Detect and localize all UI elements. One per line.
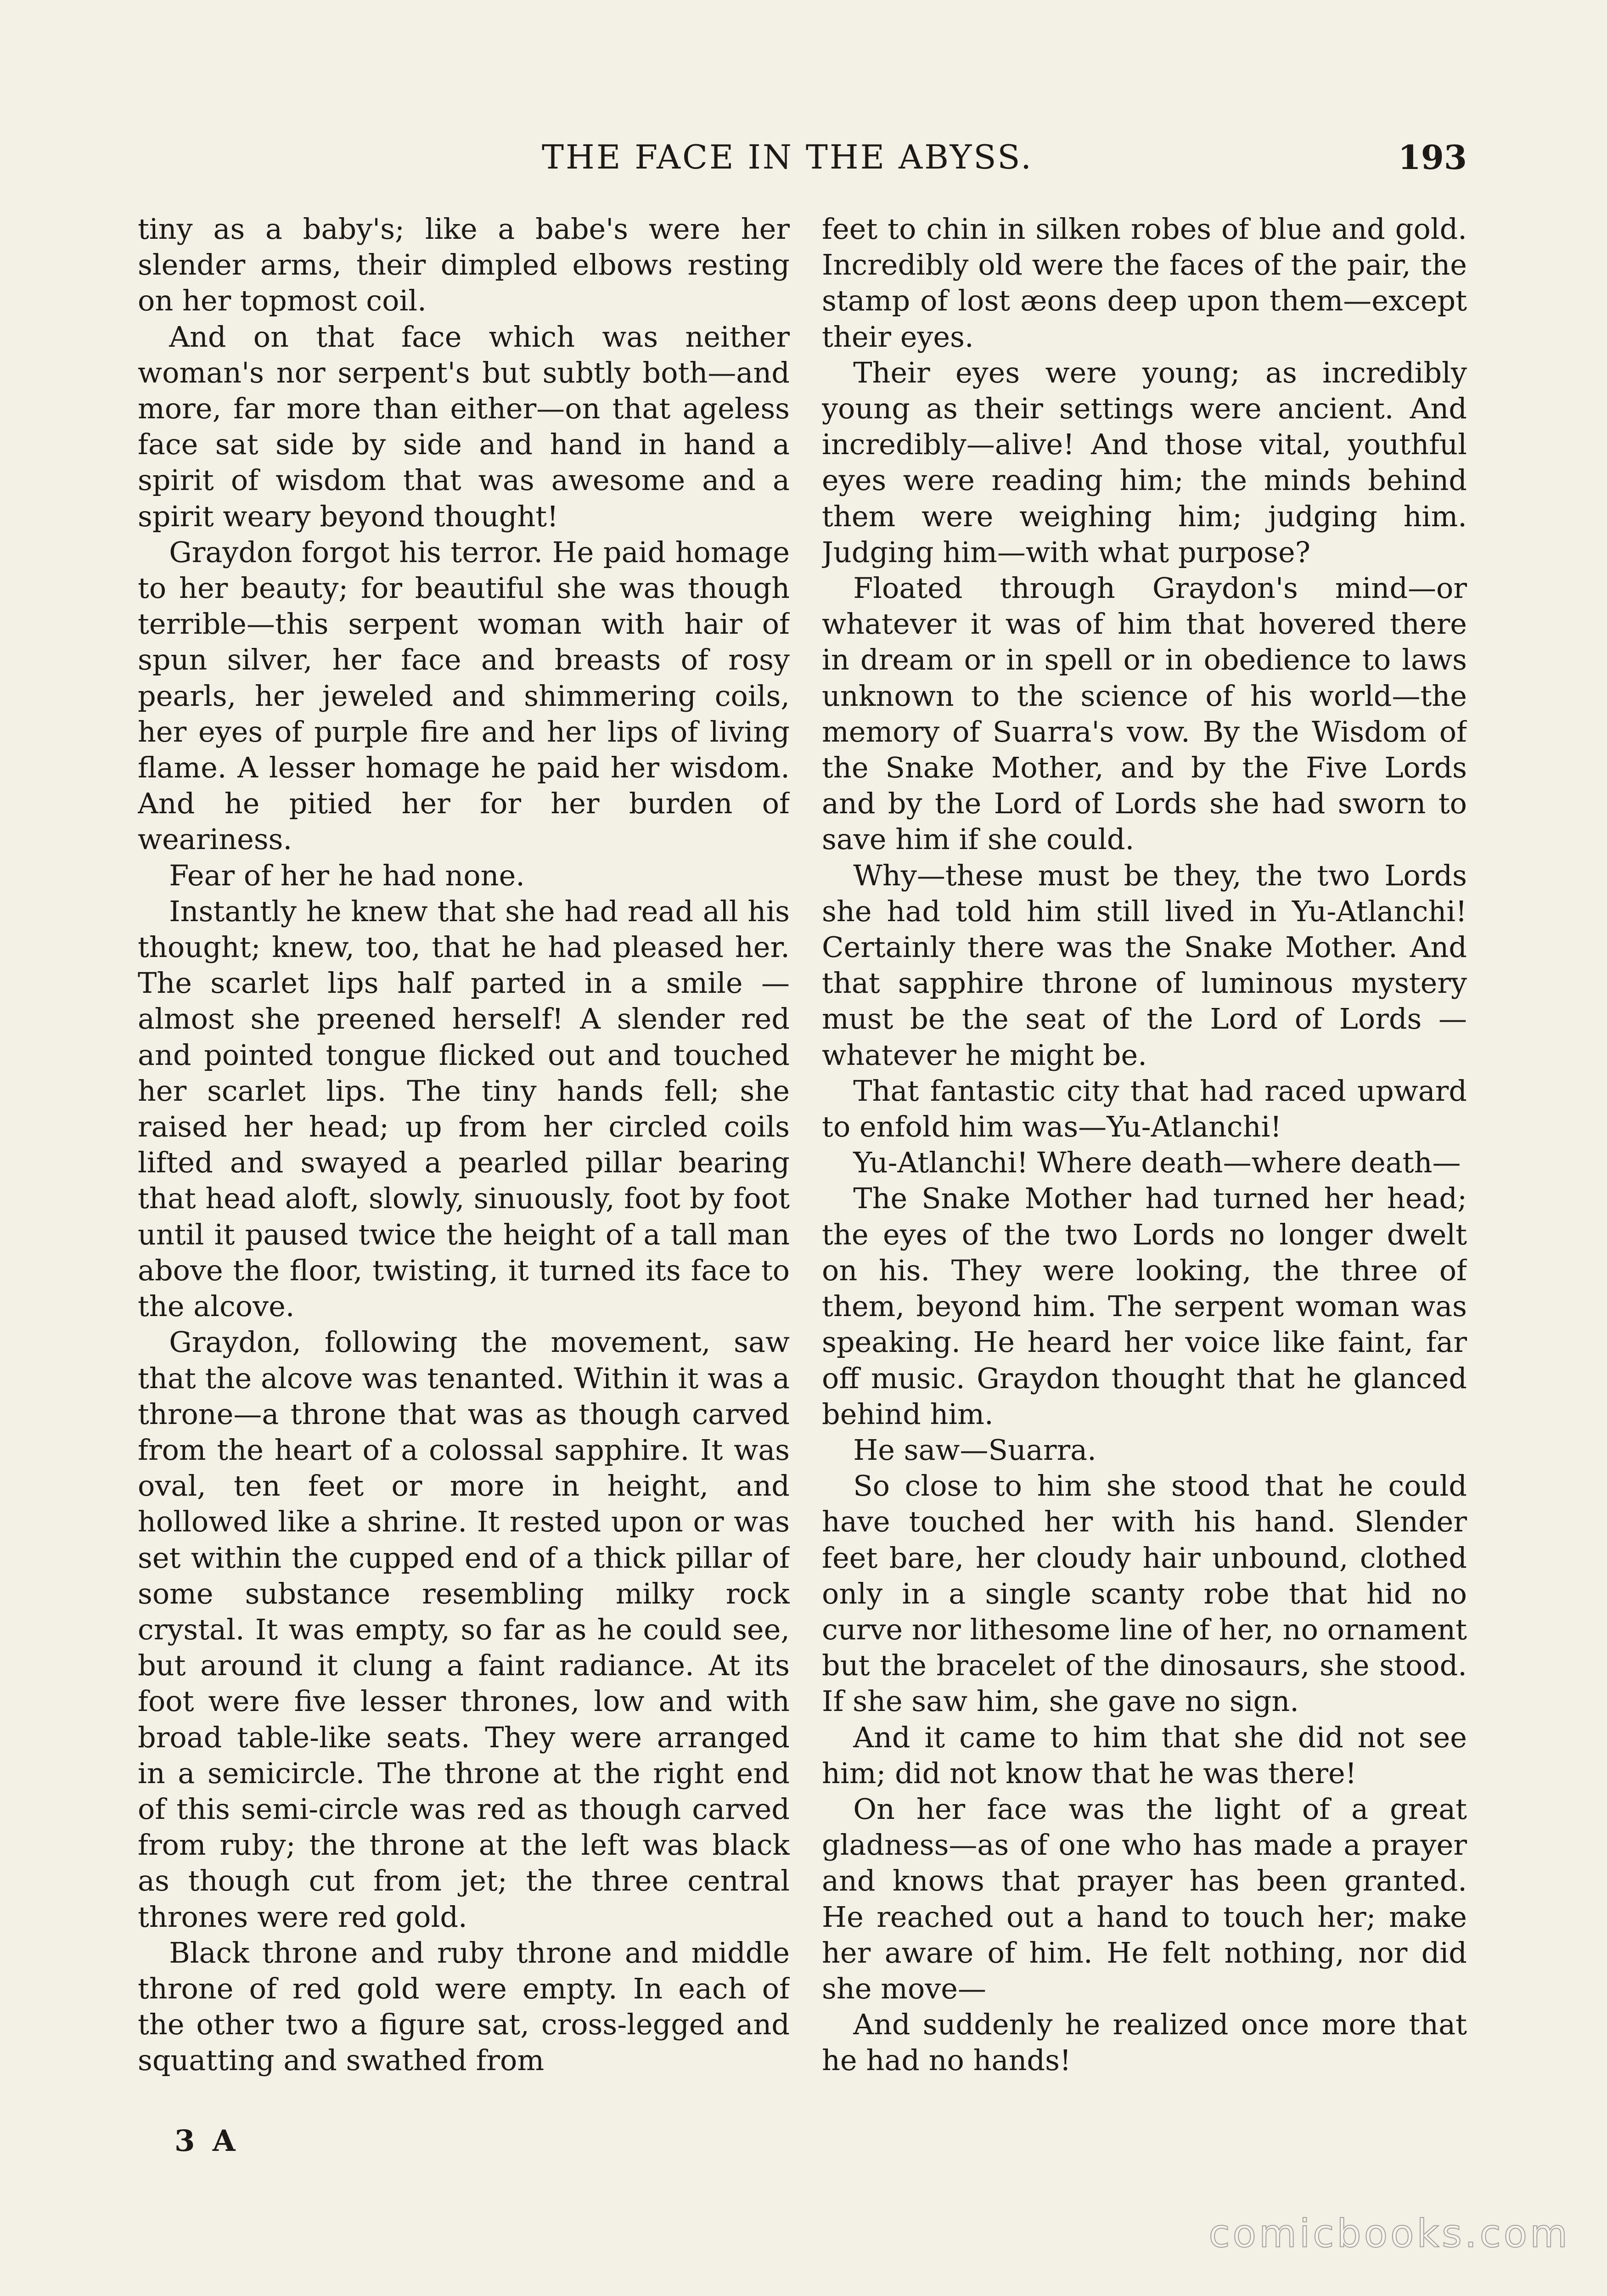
paragraph: Graydon, following the movement, saw that the alcove was tenanted. Within it was a throne—a throne that was as though carved from the heart of a colossal sapphire. It was oval, ten feet or more in height, and hollowed like a shrine. It rested upon or was set within the cupped end of a thick pillar of some substance resembling milky rock crystal. It was empty, so far as he could see, but around it clung a faint radiance. At its foot were five lesser thrones, low and with broad table-like seats. They were arranged in a semicircle. The throne at the right end of this semi-circle was red as though carved from ruby; the throne at the left was black as though cut from jet; the three central thrones were red gold. bbox=[138, 1325, 790, 1934]
paragraph: On her face was the light of a great gladness—as of one who has made a prayer and knows that prayer has been granted. He reached out a hand to touch her; make her aware of him. He felt nothing, nor did she move— bbox=[822, 1792, 1467, 2005]
paragraph: Yu-Atlanchi! Where death—where death— bbox=[853, 1146, 1461, 1180]
paragraph: So close to him she stood that he could have touched her with his hand. Slender feet bare, her cloudy hair unbound, clothed only in a single scanty robe that hid no curve nor lithesome line of her, no ornament but the bracelet of the dinosaurs, she stood. If she saw him, she gave no sign. bbox=[822, 1469, 1467, 1718]
page-header bbox=[138, 138, 1467, 188]
page-number: 193 bbox=[1398, 138, 1467, 177]
paragraph: Fear of her he had none. bbox=[169, 858, 525, 892]
paragraph: Their eyes were young; as incredibly young as their settings were ancient. And incredibly—alive! And those vital, youthful eyes were reading him; the minds behind them were weighing him; judging him. Judging him—with what purpose? bbox=[822, 355, 1467, 569]
signature-mark: 3 A bbox=[174, 2124, 239, 2158]
paragraph: He saw—Suarra. bbox=[853, 1433, 1096, 1467]
paragraph: And it came to him that she did not see him; did not know that he was there! bbox=[822, 1720, 1467, 1790]
right-column bbox=[822, 211, 1467, 2122]
paragraph: Black throne and ruby throne and middle throne of red gold were empty. In each of the other two a figure sat, cross-legged and squatting and swathed from bbox=[138, 1936, 790, 2077]
paragraph: That fantastic city that had raced upward to enfold him was—Yu-Atlanchi! bbox=[822, 1074, 1467, 1144]
paragraph: The Snake Mother had turned her head; the eyes of the two Lords no longer dwelt on his. They were looking, the three of them, beyond him. The serpent woman was speaking. He heard her voice like faint, far off music. Graydon thought that he glanced behind him. bbox=[822, 1182, 1467, 1431]
paragraph: And on that face which was neither woman's nor serpent's but subtly both—and more, far more than either—on that ageless face sat side by side and hand in hand a spirit of wisdom that was awesome and a spirit weary beyond thought! bbox=[138, 320, 790, 533]
paragraph: feet to chin in silken robes of blue and gold. Incredibly old were the faces of the pair, the stamp of lost æons deep upon them—except their eyes. bbox=[822, 212, 1467, 354]
paragraph: Instantly he knew that she had read all his thought; knew, too, that he had pleased her. The scarlet lips half parted in a smile —almost she preened herself! A slender red and pointed tongue flicked out and touched her scarlet lips. The tiny hands fell; she raised her head; up from her circled coils lifted and swayed a pearled pillar bearing that head aloft, slowly, sinuously, foot by foot until it paused twice the height of a tall man above the floor, twisting, it turned its face to the alcove. bbox=[138, 894, 790, 1323]
watermark: comicbooks.com bbox=[1208, 2211, 1570, 2256]
paragraph: And suddenly he realized once more that he had no hands! bbox=[822, 2008, 1467, 2077]
paragraph: tiny as a baby's; like a babe's were her slender arms, their dimpled elbows resting on her topmost coil. bbox=[138, 212, 790, 318]
paragraph: Floated through Graydon's mind—or whatever it was of him that hovered there in dream or in spell or in obedience to laws unknown to the science of his world—the memory of Suarra's vow. By the Wisdom of the Snake Mother, and by the Five Lords and by the Lord of Lords she had sworn to save him if she could. bbox=[822, 571, 1467, 856]
paragraph: Why—these must be they, the two Lords she had told him still lived in Yu-Atlanchi! Certainly there was the Snake Mother. And that sapphire throne of luminous mystery must be the seat of the Lord of Lords —whatever he might be. bbox=[822, 858, 1467, 1072]
paragraph: Graydon forgot his terror. He paid homage to her beauty; for beautiful she was though terrible—this serpent woman with hair of spun silver, her face and breasts of rosy pearls, her jeweled and shimmering coils, her eyes of purple fire and her lips of living flame. A lesser homage he paid her wisdom. And he pitied her for her burden of weariness. bbox=[138, 535, 790, 856]
running-head: THE FACE IN THE ABYSS. bbox=[542, 138, 1033, 176]
left-column bbox=[138, 211, 790, 2122]
